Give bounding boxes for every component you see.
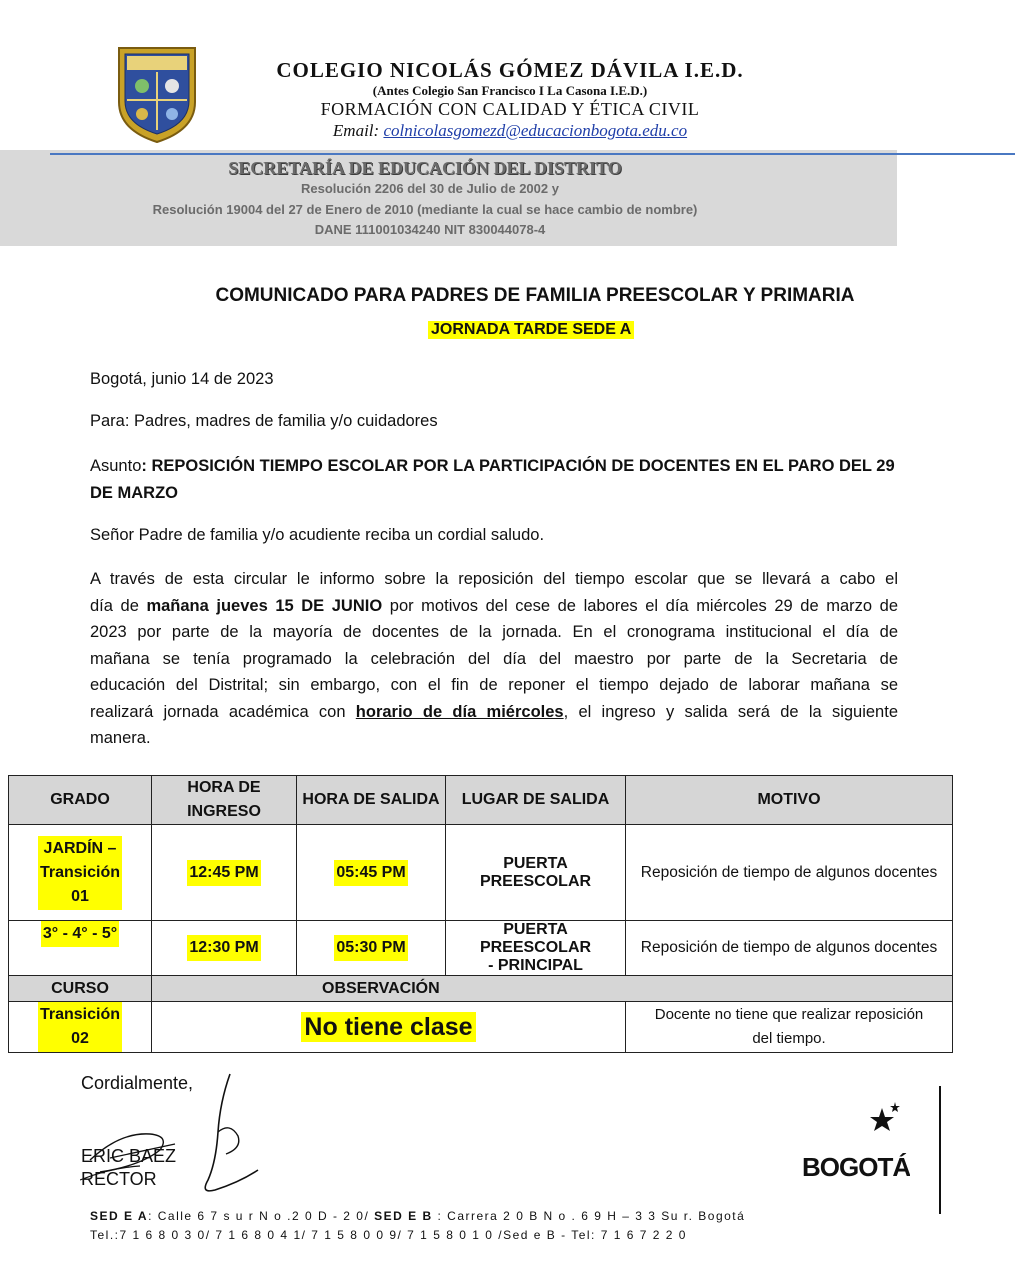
document-subtitle: JORNADA TARDE SEDE A <box>428 321 634 339</box>
footer-sede-a: : Calle 6 7 s u r N o .2 0 D - 2 0/ <box>148 1209 375 1223</box>
row3-curso-l1: Transición <box>39 1006 121 1023</box>
row2-salida <box>297 921 446 976</box>
body-line-5: educación del Distrital; sin embargo, con el fin de reponer el tiempo dejado de laborar mañana se <box>90 676 898 694</box>
row3-observacion <box>152 1002 626 1053</box>
table-header-row <box>9 776 953 825</box>
row2-lugar-l2: - PRINCIPAL <box>488 957 583 974</box>
row3-curso <box>9 1002 152 1053</box>
header-ingreso-l2: INGRESO <box>187 803 261 820</box>
table-row <box>9 921 953 976</box>
row1-grado <box>9 825 152 921</box>
body-line-7: manera. <box>90 729 151 747</box>
row2-grado-value: 3° - 4° - 5° <box>41 921 119 947</box>
signature-icon <box>80 1062 280 1197</box>
secretaria-title: SECRETARÍA DE EDUCACIÓN DEL DISTRITO <box>228 158 622 178</box>
dane-line: DANE 111001034240 NIT 830044078-4 <box>314 222 546 237</box>
greeting-line: Señor Padre de familia y/o acudiente reciba un cordial saludo. <box>90 526 545 544</box>
row1-grado-l3: 01 <box>71 887 89 905</box>
header-lugar: LUGAR DE SALIDA <box>446 776 626 825</box>
row2-salida-value: 05:30 PM <box>334 935 407 961</box>
subject-label: Asunto <box>90 457 142 475</box>
row1-salida <box>297 825 446 921</box>
body-line-2-post: por motivos del cese de labores el día miércoles 29 de marzo de <box>382 596 898 615</box>
table-subheader-row <box>9 976 953 1002</box>
row2-motivo: Reposición de tiempo de algunos docentes <box>626 921 953 976</box>
school-motto: FORMACIÓN CON CALIDAD Y ÉTICA CIVIL <box>320 99 700 119</box>
row3-nota-l2: del tiempo. <box>752 1030 826 1047</box>
header-motivo: MOTIVO <box>626 776 953 825</box>
footer-phones: Tel.:7 1 6 8 0 3 0/ 7 1 6 8 0 4 1/ 7 1 5 8 0 0 9/ 7 1 5 8 0 1 0 /Sed e B - Tel: 7 1 6 7 2 2 0 <box>90 1228 687 1242</box>
footer-sede-b-label: SED E B <box>374 1209 433 1223</box>
header-salida: HORA DE SALIDA <box>297 776 446 825</box>
schedule-table <box>8 775 953 1053</box>
schedule-emphasis: horario de día miércoles <box>355 702 564 721</box>
footer-address <box>90 1209 745 1223</box>
bogota-logo-icon <box>800 1100 910 1195</box>
email-label: Email: <box>332 121 380 140</box>
row1-lugar: PUERTA PREESCOLAR <box>446 825 626 921</box>
bogota-logo-text: BOGOTÁ <box>802 1152 910 1182</box>
header-ingreso-l1: HORA DE <box>187 779 261 796</box>
header-curso: CURSO <box>9 976 152 1002</box>
footer-sede-b: : Carrera 2 0 B N o . 6 9 H – 3 3 Su r. Bogotá <box>432 1209 746 1223</box>
email-link[interactable]: colnicolasgomezd@educacionbogota.edu.co <box>383 121 688 140</box>
school-email-line <box>255 121 765 141</box>
row1-ingreso-value: 12:45 PM <box>187 860 260 886</box>
row2-lugar <box>446 921 626 976</box>
body-line-2-pre: día de <box>90 596 147 615</box>
document-title: COMUNICADO PARA PADRES DE FAMILIA PREESCOLAR Y PRIMARIA <box>215 285 855 306</box>
date-line: Bogotá, junio 14 de 2023 <box>90 370 274 388</box>
school-crest-icon <box>113 44 201 144</box>
row1-grado-l2: Transición <box>39 863 121 881</box>
body-line-6-post: , el ingreso y salida será de la siguiente <box>563 702 898 721</box>
rector-title: RECTOR <box>81 1169 157 1189</box>
row3-curso-highlight <box>38 1002 122 1052</box>
subject-text: : REPOSICIÓN TIEMPO ESCOLAR POR LA PARTICIPACIÓN DE DOCENTES EN EL PARO DEL 29 DE MARZO <box>90 457 895 502</box>
resolution-line-2: Resolución 19004 del 27 de Enero de 2010 (mediante la cual se hace cambio de nombre) <box>152 202 698 217</box>
body-line-4: mañana se tenía programado la celebración del día del maestro por parte de la Secretaria de <box>90 649 898 668</box>
row3-observacion-value: No tiene clase <box>301 1012 475 1042</box>
footer-sede-a-label: SED E A <box>90 1209 149 1223</box>
row1-motivo: Reposición de tiempo de algunos docentes <box>626 825 953 921</box>
body-line-3: 2023 por parte de la mayoría de docentes de la jornada. En el cronograma institucional el día de <box>90 623 898 641</box>
body-date-highlight: mañana jueves 15 DE JUNIO <box>146 596 383 615</box>
row2-ingreso <box>152 921 297 976</box>
row1-grado-l1: JARDÍN – <box>43 839 117 857</box>
row2-lugar-l1: PUERTA PREESCOLAR <box>479 921 592 956</box>
resolution-line-1: Resolución 2206 del 30 de Julio de 2002 y <box>301 181 559 196</box>
rector-name: ERIC BAEZ <box>81 1146 177 1166</box>
closing-cordially: Cordialmente, <box>81 1073 194 1093</box>
header-observacion: OBSERVACIÓN <box>152 976 953 1002</box>
body-line-2 <box>90 593 898 620</box>
subject-line <box>90 453 898 506</box>
row3-curso-l2: 02 <box>71 1030 89 1047</box>
school-name: COLEGIO NICOLÁS GÓMEZ DÁVILA I.E.D. <box>276 58 744 82</box>
header-grado: GRADO <box>9 776 152 825</box>
row1-salida-value: 05:45 PM <box>334 860 407 886</box>
row3-nota <box>626 1002 953 1053</box>
table-row <box>9 1002 953 1053</box>
header-divider <box>50 153 1015 155</box>
row2-grado <box>9 921 152 976</box>
body-line-6 <box>90 699 898 726</box>
row3-nota-l1: Docente no tiene que realizar reposición <box>654 1006 924 1023</box>
body-line-1: A través de esta circular le informo sobre la reposición del tiempo escolar que se llevará a cabo el <box>90 570 898 588</box>
recipients-line: Para: Padres, madres de familia y/o cuidadores <box>90 412 438 430</box>
row1-grado-highlight <box>38 836 122 910</box>
body-paragraph <box>90 566 898 752</box>
row1-ingreso <box>152 825 297 921</box>
body-line-6-pre: realizará jornada académica con <box>90 702 356 721</box>
table-row <box>9 825 953 921</box>
header-ingreso <box>152 776 297 825</box>
row2-ingreso-value: 12:30 PM <box>187 935 260 961</box>
logo-divider <box>939 1086 941 1214</box>
school-former-name: (Antes Colegio San Francisco I La Casona I.E.D.) <box>372 83 648 98</box>
